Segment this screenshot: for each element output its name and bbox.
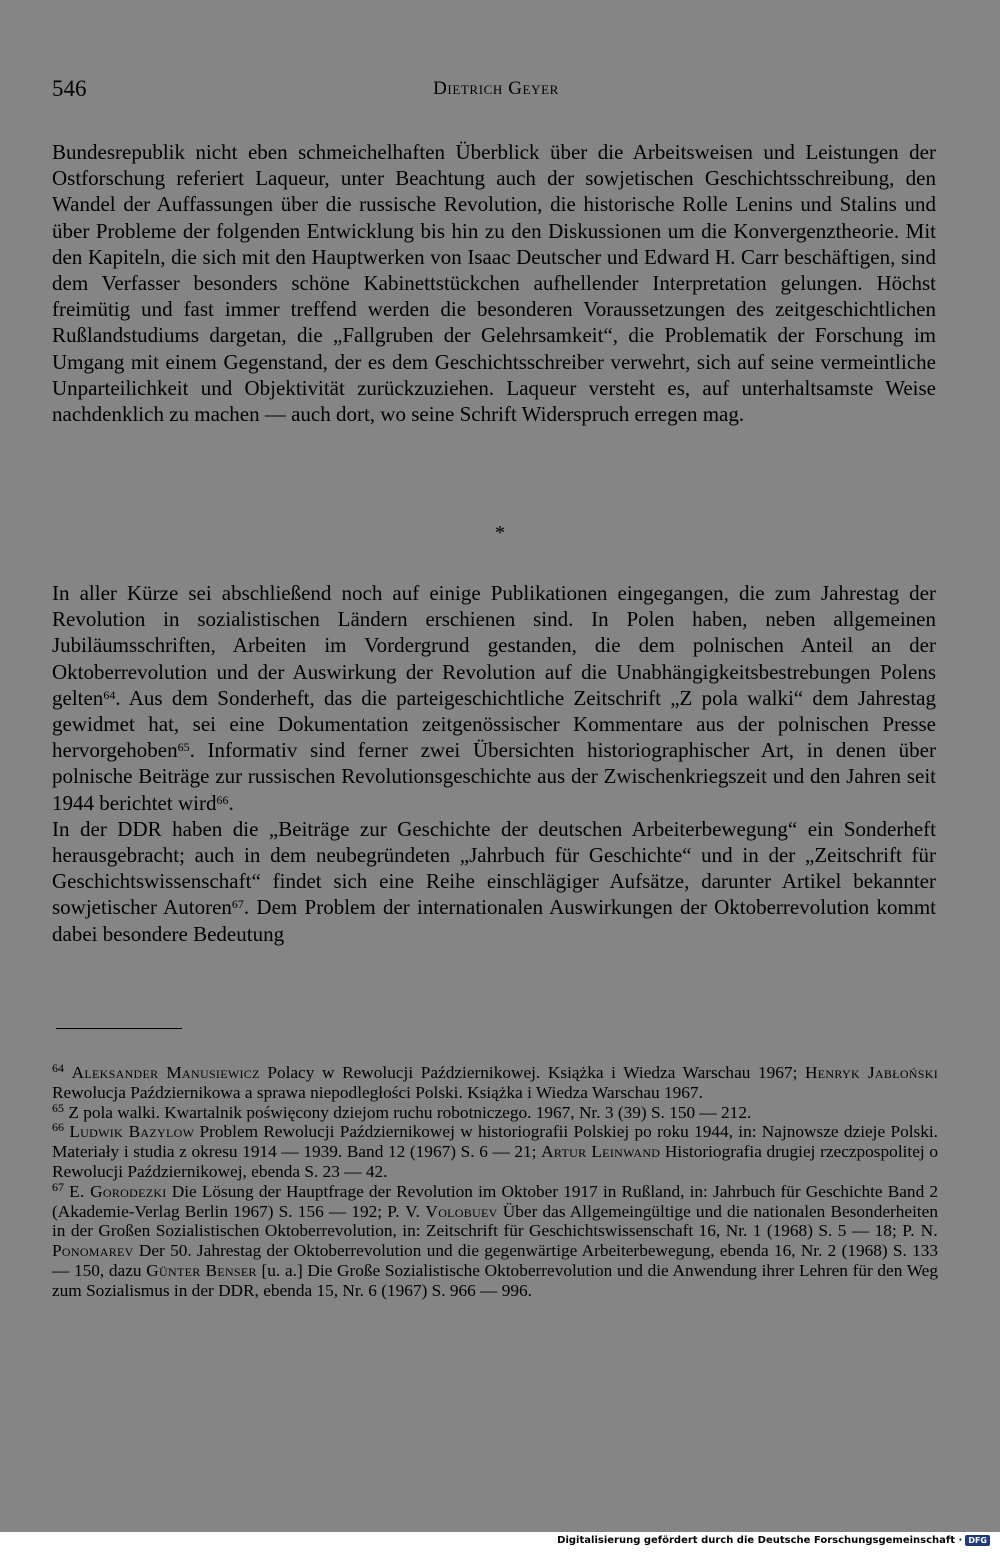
section-separator: * <box>495 522 505 544</box>
footnote-ref: 67 <box>231 897 244 912</box>
footnote-67: $^{67}$ E. Gorodezki Die Lösung der Hauptfrage der Revolution im Oktober 1917 in Rußland, in: Jahrbuch für Geschichte Band 2 (Akademie-Verlag Berlin 1967) S. 156 — 192; P. V. Volobuev Über das Allgemeingültige und die nationalen Besonderheiten in der Großen Sozialistischen Oktoberrevolution, in: Zeitschrift für Geschichtswissenschaft 16, Nr. 1 (1968) S. 5 — 18; P. N. Ponomarev Der 50. Jahrestag der Oktoberrevolution und die gegenwärtige Arbeiterbewegung, ebenda 16, Nr. 2 (1968) S. 133 — 150, dazu Günter Benser [u. a.] Die Große Sozialistische Oktoberrevolution und die Anwendung ihrer Lehren für den Weg zum Sozialismus in der DDR, ebenda 15, Nr. 6 (1967) S. 966 — 996. <box>52 1179 938 1300</box>
footnote-ref: 66 <box>216 792 229 807</box>
body-paragraph <box>52 139 936 427</box>
paragraph-text: Bundesrepublik nicht eben schmeichelhaften Überblick über die Arbeitsweisen und Leistungen der Ostforschung referiert Laqueur, unter Beachtung auch der sowjetischen Geschichtsschreibung, den Wandel der Auffassungen über die russische Revolution, die historische Rolle Lenins und Stalins und über Probleme der folgenden Entwicklung bis hin zu den Diskussionen um die Konvergenztheorie. Mit den Kapiteln, die sich mit den Hauptwerken von Isaac Deutscher und Edward H. Carr beschäftigen, sind dem Verfasser besonders schöne Kabinettstückchen aufhellender Interpretation gelungen. Höchst freimütig und fast immer treffend werden die besonderen Voraussetzungen des zeitgeschichtlichen Rußlandstudiums dargetan, die „Fallgruben der Gelehrsamkeit“, die Problematik der Forschung im Umgang mit einem Gegenstand, der es dem Geschichtsschreiber verwehrt, sich auf seine vermeintliche Unparteilichkeit und Objektivität zurückzuziehen. Laqueur versteht es, auf unterhaltsamste Weise nachdenklich zu machen — auch dort, wo seine Schrift Widerspruch erregen mag. <box>52 140 936 427</box>
digitization-credit <box>557 1535 990 1546</box>
footnotes <box>52 1063 938 1301</box>
footnote-65: $^{65}$ Z pola walki. Kwartalnik poświęcony dziejom ruchu robotniczego. 1967, Nr. 3 (39) S. 150 — 212. <box>52 1100 752 1122</box>
footnote-64: $^{64}$ Aleksander Manusiewicz Polacy w Rewolucji Październikowej. Książka i Wiedza Warschau 1967; Henryk Jabłoński Rewolucja Październikowa a sprawa niepodległości Polski. Książka i Wiedza Warschau 1967. <box>52 1061 938 1102</box>
body-paragraph: In der DDR haben die „Beiträge zur Geschichte der deutschen Arbeiterbewegung“ ein Sonderheft herausgebracht; auch in dem neubegründeten „Jahrbuch für Geschichte“ und in der „Zeitschrift für Geschichtswissenschaft“ findet sich eine Reihe einschlägiger Aufsätze, darunter Artikel bekannter sowjetischer Autoren$^{67}$. Dem Problem der internationalen Auswirkungen der Oktoberrevolution kommt dabei besondere Bedeutung <box>52 816 937 946</box>
body-paragraph: In aller Kürze sei abschließend noch auf einige Publikationen eingegangen, die zum Jahrestag der Revolution in sozialistischen Ländern erschienen sind. In Polen haben, neben allgemeinen Jubiläumsschriften, Arbeiten im Vordergrund gestanden, die dem polnischen Anteil an der Oktoberrevolution und der Auswirkung der Revolution auf die Unabhängigkeitsbestrebungen Polens gelten$^{64}$. Aus dem Sonderheft, das die parteigeschichtliche Zeitschrift „Z pola walki“ dem Jahrestag gewidmet hat, sei eine Dokumentation zeitgenössischer Kommentare aus der polnischen Presse hervorgehoben$^{65}$. Informativ sind ferner zwei Übersichten historiographischer Art, in denen über polnische Beiträge zur russischen Revolutionsgeschichte aus der Zwischenkriegszeit und den Jahren seit 1944 berichtet wird$^{66}$. <box>52 581 936 815</box>
page-number: 546 <box>52 76 87 101</box>
footnote-rule <box>56 1028 182 1029</box>
footnote-ref: 65 <box>177 740 190 755</box>
body-text-section <box>52 580 936 947</box>
footnote-ref: 64 <box>103 687 116 702</box>
dfg-logo: DFG <box>965 1535 990 1546</box>
footnote-66: $^{66}$ Ludwik Bazylow Problem Rewolucji Październikowej w historiografii Polskiej po roku 1944, in: Najnowsze dzieje Polski. Materiały i studia z okresu 1914 — 1939. Band 12 (1967) S. 6 — 21; Artur Leinwand Historiografia drugiej rzeczpospolitej o Rewolucji Październikowej, ebenda S. 23 — 42. <box>52 1120 938 1181</box>
running-head: Dietrich Geyer <box>433 78 559 99</box>
credit-text: Digitalisierung gefördert durch die Deutsche Forschungsgemeinschaft · <box>557 1535 963 1546</box>
page-header <box>52 76 940 108</box>
